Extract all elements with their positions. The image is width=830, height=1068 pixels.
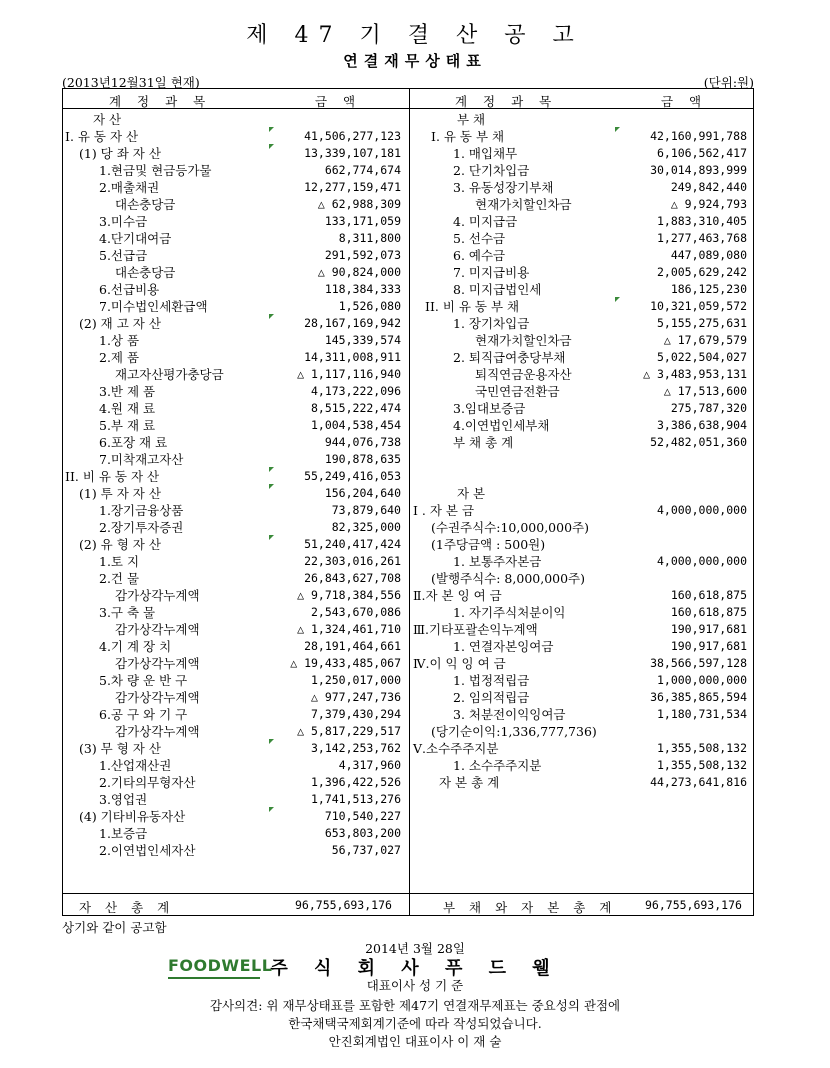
asset-row xyxy=(63,757,409,774)
liability-equity-account-label: 3. 처분전이익잉여금 xyxy=(453,707,566,722)
liability-equity-amount: 1,883,310,405 xyxy=(656,214,747,228)
header-account-right: 계 정 과 목 xyxy=(455,94,558,109)
asset-account-label: 5.차 량 운 반 구 xyxy=(99,673,188,688)
asset-row xyxy=(63,706,409,723)
header-account-left: 계 정 과 목 xyxy=(109,94,212,109)
liability-equity-row xyxy=(409,604,755,621)
liability-equity-account-label: 1. 매입채무 xyxy=(453,146,518,161)
liability-equity-account-label: Ⅴ.소수주주지분 xyxy=(413,741,499,756)
liability-equity-account-label: 자 본 xyxy=(457,486,486,501)
asset-row xyxy=(63,570,409,587)
liability-equity-row xyxy=(409,196,755,213)
asset-account-label: 재고자산평가충당금 xyxy=(115,367,224,382)
liability-equity-account-label: Ⅳ.이 익 잉 여 금 xyxy=(413,656,506,671)
liability-equity-row xyxy=(409,553,755,570)
asset-row xyxy=(63,825,409,842)
liability-equity-amount: 6,106,562,417 xyxy=(656,146,747,160)
asset-account-label: 2.매출채권 xyxy=(99,180,160,195)
asset-amount: △ 1,324,461,710 xyxy=(297,622,401,636)
liability-equity-amount: △ 3,483,953,131 xyxy=(643,367,747,381)
total-liabilities-equity-amount: 96,755,693,176 xyxy=(645,898,742,912)
liability-equity-row xyxy=(409,264,755,281)
asset-account-label: 7.미착재고자산 xyxy=(99,452,184,467)
liability-equity-account-label: 부 채 xyxy=(457,112,486,127)
liability-equity-account-label: 1. 법정적립금 xyxy=(453,673,530,688)
liability-equity-account-label: 1. 자기주식처분이익 xyxy=(453,605,566,620)
liability-equity-account-label: II. 비 유 동 부 채 xyxy=(425,299,520,314)
liability-equity-row xyxy=(409,536,755,553)
liability-equity-amount: 447,089,080 xyxy=(670,248,747,262)
asset-amount: △ 90,824,000 xyxy=(317,265,401,279)
asset-row xyxy=(63,723,409,740)
asset-amount: 51,240,417,424 xyxy=(304,537,401,551)
asset-account-label: 2.장기투자증권 xyxy=(99,520,184,535)
liability-equity-row xyxy=(409,706,755,723)
asset-amount: 145,339,574 xyxy=(324,333,401,347)
asset-row xyxy=(63,774,409,791)
liability-equity-row xyxy=(409,417,755,434)
liability-equity-amount: 1,355,508,132 xyxy=(656,741,747,755)
asset-amount: △ 5,817,229,517 xyxy=(297,724,401,738)
liability-equity-account-label: 자 본 총 계 xyxy=(439,775,500,790)
page-title: 제 47 기 결 산 공 고 xyxy=(246,23,584,48)
asset-account-label: 6.선급비용 xyxy=(99,282,160,297)
liability-equity-row xyxy=(409,349,755,366)
asset-row xyxy=(63,417,409,434)
asset-row xyxy=(63,842,409,859)
liability-equity-account-label: (1주당금액 : 500원) xyxy=(431,537,546,552)
asset-account-label: 1.토 지 xyxy=(99,554,140,569)
liability-equity-amount: 52,482,051,360 xyxy=(650,435,747,449)
asset-amount: 133,171,059 xyxy=(324,214,401,228)
liability-equity-row xyxy=(409,757,755,774)
report-date: (2013년12월31일 현재) xyxy=(62,75,200,90)
liability-equity-row xyxy=(409,332,755,349)
liability-equity-account-label: 1. 연결자본잉여금 xyxy=(453,639,554,654)
asset-account-label: 3.영업권 xyxy=(99,792,148,807)
liability-equity-row xyxy=(409,434,755,451)
asset-account-label: 감가상각누계액 xyxy=(115,690,200,705)
asset-amount: 56,737,027 xyxy=(331,843,401,857)
asset-row xyxy=(63,434,409,451)
liability-equity-account-label: 2. 단기차입금 xyxy=(453,163,530,178)
liability-equity-account-label: I . 자 본 금 xyxy=(413,503,475,518)
cell-marker-icon xyxy=(269,314,274,319)
liability-equity-row xyxy=(409,774,755,791)
asset-row xyxy=(63,349,409,366)
liability-equity-row xyxy=(409,587,755,604)
asset-row xyxy=(63,247,409,264)
asset-amount: 22,303,016,261 xyxy=(304,554,401,568)
liability-equity-row xyxy=(409,179,755,196)
asset-amount: 1,396,422,526 xyxy=(310,775,401,789)
total-assets-label: 자 산 총 계 xyxy=(79,900,175,915)
asset-account-label: 4.기 계 장 치 xyxy=(99,639,172,654)
liability-equity-account-label: 1. 소수주주지분 xyxy=(453,758,542,773)
liability-equity-account-label: 4. 미지급금 xyxy=(453,214,518,229)
asset-amount: 653,803,200 xyxy=(324,826,401,840)
asset-row xyxy=(63,689,409,706)
liability-equity-row xyxy=(409,162,755,179)
asset-row xyxy=(63,791,409,808)
liability-equity-amount: 5,022,504,027 xyxy=(656,350,747,364)
asset-row xyxy=(63,366,409,383)
liability-equity-amount: 160,618,875 xyxy=(670,588,747,602)
liability-equity-amount: 3,386,638,904 xyxy=(656,418,747,432)
asset-account-label: I. 유 동 자 산 xyxy=(65,129,139,144)
liability-equity-amount: 4,000,000,000 xyxy=(656,554,747,568)
asset-amount: △ 9,718,384,556 xyxy=(297,588,401,602)
asset-account-label: 4.원 재 료 xyxy=(99,401,156,416)
header-amount-right: 금 액 xyxy=(661,94,708,109)
asset-account-label: 자 산 xyxy=(93,112,122,127)
liability-equity-row xyxy=(409,485,755,502)
asset-amount: 118,384,333 xyxy=(324,282,401,296)
liability-equity-account-label: 부 채 총 계 xyxy=(453,435,514,450)
liability-equity-row xyxy=(409,366,755,383)
cell-marker-icon xyxy=(615,297,620,302)
liability-equity-account-label: 1. 장기차입금 xyxy=(453,316,530,331)
asset-row xyxy=(63,672,409,689)
liability-equity-account-label: 4.이연법인세부채 xyxy=(453,418,550,433)
asset-row xyxy=(63,179,409,196)
asset-amount: 28,191,464,661 xyxy=(304,639,401,653)
liability-equity-account-label: 현재가치할인차금 xyxy=(475,197,572,212)
asset-account-label: 2.제 품 xyxy=(99,350,140,365)
asset-amount: 26,843,627,708 xyxy=(304,571,401,585)
asset-account-label: 3.구 축 물 xyxy=(99,605,156,620)
liability-equity-amount: 249,842,440 xyxy=(670,180,747,194)
liability-equity-account-label: (발행주식수: 8,000,000주) xyxy=(431,571,586,586)
liability-equity-account-label: Ⅱ.자 본 잉 여 금 xyxy=(413,588,502,603)
liability-equity-row xyxy=(409,655,755,672)
asset-row xyxy=(63,536,409,553)
asset-amount: 13,339,107,181 xyxy=(304,146,401,160)
asset-amount: 662,774,674 xyxy=(324,163,401,177)
asset-account-label: 대손충당금 xyxy=(115,265,176,280)
liability-equity-row xyxy=(409,621,755,638)
liability-equity-row xyxy=(409,315,755,332)
liability-equity-row xyxy=(409,723,755,740)
asset-amount: 710,540,227 xyxy=(324,809,401,823)
liability-equity-amount: △ 17,679,579 xyxy=(663,333,747,347)
cell-marker-icon xyxy=(269,484,274,489)
asset-account-label: 7.미수법인세환급액 xyxy=(99,299,208,314)
asset-row xyxy=(63,111,409,128)
asset-amount: △ 62,988,309 xyxy=(317,197,401,211)
liability-equity-account-label: 퇴직연금운용자산 xyxy=(475,367,572,382)
audit-opinion-line-1: 감사의견: 위 재무상태표를 포함한 제47기 연결재무제표는 중요성의 관점에 xyxy=(209,998,621,1013)
logo-text: FOODWELL xyxy=(168,956,273,975)
asset-account-label: II. 비 유 동 자 산 xyxy=(65,469,160,484)
asset-row xyxy=(63,213,409,230)
liability-equity-amount: 36,385,865,594 xyxy=(650,690,747,704)
asset-account-label: 감가상각누계액 xyxy=(115,656,200,671)
balance-sheet-table xyxy=(62,88,754,916)
liability-equity-account-label: Ⅲ.기타포괄손익누계액 xyxy=(413,622,538,637)
asset-row xyxy=(63,400,409,417)
cell-marker-icon xyxy=(269,467,274,472)
asset-account-label: 감가상각누계액 xyxy=(115,588,200,603)
asset-row xyxy=(63,145,409,162)
liability-equity-account-label: 현재가치할인차금 xyxy=(475,333,572,348)
liability-equity-row xyxy=(409,213,755,230)
asset-amount: 190,878,635 xyxy=(324,452,401,466)
asset-row xyxy=(63,502,409,519)
liability-equity-amount: 4,000,000,000 xyxy=(656,503,747,517)
liability-equity-amount: 30,014,893,999 xyxy=(650,163,747,177)
asset-account-label: (2) 재 고 자 산 xyxy=(79,316,161,331)
asset-account-label: 4.단기대여금 xyxy=(99,231,172,246)
liability-equity-amount: 2,005,629,242 xyxy=(656,265,747,279)
liability-equity-account-label: I. 유 동 부 채 xyxy=(431,129,505,144)
liability-equity-amount: 1,277,463,768 xyxy=(656,231,747,245)
announcement-date: 2014년 3월 28일 xyxy=(365,941,465,956)
asset-row xyxy=(63,332,409,349)
asset-row xyxy=(63,383,409,400)
liability-equity-row xyxy=(409,570,755,587)
auditor-line: 안진회계법인 대표이사 이 재 술 xyxy=(328,1034,502,1049)
liability-equity-amount: 1,000,000,000 xyxy=(656,673,747,687)
liability-equity-account-label: 6. 예수금 xyxy=(453,248,506,263)
asset-row xyxy=(63,655,409,672)
liability-equity-row xyxy=(409,519,755,536)
unit-label: (단위:원) xyxy=(703,75,754,90)
cell-marker-icon xyxy=(269,807,274,812)
asset-account-label: 5.선급금 xyxy=(99,248,148,263)
cell-marker-icon xyxy=(269,127,274,132)
asset-amount: 7,379,430,294 xyxy=(310,707,401,721)
asset-row xyxy=(63,604,409,621)
asset-account-label: 대손충당금 xyxy=(115,197,176,212)
asset-account-label: 1.현금및 현금등가물 xyxy=(99,163,212,178)
asset-amount: 291,592,073 xyxy=(324,248,401,262)
liability-equity-account-label: 2. 임의적립금 xyxy=(453,690,530,705)
liability-equity-amount: 186,125,230 xyxy=(670,282,747,296)
asset-amount: 4,317,960 xyxy=(338,758,401,772)
asset-amount: △ 1,117,116,940 xyxy=(297,367,401,381)
asset-account-label: 2.건 물 xyxy=(99,571,140,586)
asset-amount: 28,167,169,942 xyxy=(304,316,401,330)
asset-row xyxy=(63,808,409,825)
asset-account-label: (1) 당 좌 자 산 xyxy=(79,146,161,161)
liability-equity-amount: △ 17,513,600 xyxy=(663,384,747,398)
asset-account-label: (4) 기타비유동자산 xyxy=(79,809,186,824)
asset-row xyxy=(63,281,409,298)
audit-opinion-line-2: 한국채택국제회계기준에 따라 작성되었습니다. xyxy=(288,1016,542,1031)
asset-amount: 1,004,538,454 xyxy=(310,418,401,432)
asset-row xyxy=(63,298,409,315)
cell-marker-icon xyxy=(615,127,620,132)
asset-row xyxy=(63,162,409,179)
asset-account-label: 3.미수금 xyxy=(99,214,148,229)
asset-account-label: 3.반 제 품 xyxy=(99,384,156,399)
asset-amount: 2,543,670,086 xyxy=(310,605,401,619)
liability-equity-account-label: 3.임대보증금 xyxy=(453,401,526,416)
asset-row xyxy=(63,485,409,502)
liability-equity-account-label: 3. 유동성장기부채 xyxy=(453,180,554,195)
asset-row xyxy=(63,519,409,536)
total-assets-amount: 96,755,693,176 xyxy=(295,898,392,912)
liability-equity-row xyxy=(409,672,755,689)
asset-account-label: 6.공 구 와 기 구 xyxy=(99,707,188,722)
asset-amount: 1,526,080 xyxy=(338,299,401,313)
liability-equity-row xyxy=(409,740,755,757)
liability-equity-row xyxy=(409,247,755,264)
liability-equity-amount: 5,155,275,631 xyxy=(656,316,747,330)
liability-equity-account-label: 2. 퇴직급여충당부채 xyxy=(453,350,566,365)
liability-equity-row xyxy=(409,281,755,298)
asset-account-label: 2.기타의무형자산 xyxy=(99,775,196,790)
asset-amount: 1,741,513,276 xyxy=(310,792,401,806)
liability-equity-row xyxy=(409,468,755,485)
liability-equity-account-label: 7. 미지급비용 xyxy=(453,265,530,280)
asset-account-label: (3) 무 형 자 산 xyxy=(79,741,161,756)
liability-equity-amount: 44,273,641,816 xyxy=(650,775,747,789)
liability-equity-amount: △ 9,924,793 xyxy=(670,197,747,211)
asset-row xyxy=(63,740,409,757)
liability-equity-row xyxy=(409,111,755,128)
cell-marker-icon xyxy=(269,535,274,540)
asset-account-label: 1.장기금융상품 xyxy=(99,503,184,518)
liability-equity-amount: 1,355,508,132 xyxy=(656,758,747,772)
asset-account-label: 감가상각누계액 xyxy=(115,622,200,637)
asset-amount: 41,506,277,123 xyxy=(304,129,401,143)
asset-account-label: (1) 투 자 자 산 xyxy=(79,486,161,501)
asset-account-label: 1.보증금 xyxy=(99,826,148,841)
cell-marker-icon xyxy=(269,739,274,744)
liability-equity-row xyxy=(409,128,755,145)
total-liabilities-equity-label: 부 채 와 자 본 총 계 xyxy=(443,900,617,915)
asset-account-label: 2.이연법인세자산 xyxy=(99,843,196,858)
liability-equity-row xyxy=(409,400,755,417)
liability-equity-account-label: (수권주식수:10,000,000주) xyxy=(431,520,589,535)
liability-equity-account-label: 국민연금전환금 xyxy=(475,384,560,399)
liability-equity-row xyxy=(409,145,755,162)
ceo-line: 대표이사 성 기 준 xyxy=(366,978,464,993)
liability-equity-row xyxy=(409,383,755,400)
asset-row xyxy=(63,128,409,145)
liability-equity-amount: 38,566,597,128 xyxy=(650,656,747,670)
liability-equity-amount: 190,917,681 xyxy=(670,622,747,636)
liability-equity-account-label: (당기순이익:1,336,777,736) xyxy=(431,724,597,739)
liability-equity-account-label: 8. 미지급법인세 xyxy=(453,282,542,297)
asset-row xyxy=(63,451,409,468)
asset-account-label: 6.포장 재 료 xyxy=(99,435,168,450)
liability-equity-account-label: 5. 선수금 xyxy=(453,231,506,246)
asset-account-label: (2) 유 형 자 산 xyxy=(79,537,161,552)
footer-note: 상기와 같이 공고함 xyxy=(62,920,167,935)
asset-amount: 14,311,008,911 xyxy=(304,350,401,364)
liability-equity-amount: 190,917,681 xyxy=(670,639,747,653)
liability-equity-amount: 275,787,320 xyxy=(670,401,747,415)
asset-row xyxy=(63,315,409,332)
asset-row xyxy=(63,468,409,485)
liability-equity-row xyxy=(409,689,755,706)
asset-account-label: 1.산업재산권 xyxy=(99,758,172,773)
asset-amount: 3,142,253,762 xyxy=(310,741,401,755)
liability-equity-amount: 42,160,991,788 xyxy=(650,129,747,143)
asset-amount: 8,311,800 xyxy=(338,231,401,245)
asset-row xyxy=(63,264,409,281)
liability-equity-row xyxy=(409,230,755,247)
liability-equity-row xyxy=(409,451,755,468)
asset-amount: 12,277,159,471 xyxy=(304,180,401,194)
asset-amount: 4,173,222,096 xyxy=(310,384,401,398)
cell-marker-icon xyxy=(269,144,274,149)
asset-amount: 1,250,017,000 xyxy=(310,673,401,687)
asset-amount: △ 977,247,736 xyxy=(310,690,401,704)
asset-account-label: 감가상각누계액 xyxy=(115,724,200,739)
liability-equity-amount: 10,321,059,572 xyxy=(650,299,747,313)
liability-equity-account-label: 1. 보통주자본금 xyxy=(453,554,542,569)
asset-amount: 82,325,000 xyxy=(331,520,401,534)
asset-amount: 55,249,416,053 xyxy=(304,469,401,483)
asset-amount: △ 19,433,485,067 xyxy=(290,656,401,670)
liability-equity-amount: 1,180,731,534 xyxy=(656,707,747,721)
page-subtitle: 연결재무상태표 xyxy=(343,52,487,70)
asset-amount: 73,879,640 xyxy=(331,503,401,517)
liability-equity-row xyxy=(409,298,755,315)
liability-equity-amount: 160,618,875 xyxy=(670,605,747,619)
asset-amount: 156,204,640 xyxy=(324,486,401,500)
asset-account-label: 5.부 재 료 xyxy=(99,418,156,433)
liability-equity-row xyxy=(409,638,755,655)
header-amount-left: 금 액 xyxy=(315,94,362,109)
company-name: 주 식 회 사 푸 드 웰 xyxy=(270,958,560,979)
asset-row xyxy=(63,196,409,213)
asset-row xyxy=(63,230,409,247)
asset-amount: 944,076,738 xyxy=(324,435,401,449)
totals-rule xyxy=(63,893,753,894)
liability-equity-row xyxy=(409,502,755,519)
asset-row xyxy=(63,587,409,604)
asset-account-label: 1.상 품 xyxy=(99,333,140,348)
asset-row xyxy=(63,638,409,655)
asset-row xyxy=(63,621,409,638)
asset-row xyxy=(63,553,409,570)
asset-amount: 8,515,222,474 xyxy=(310,401,401,415)
